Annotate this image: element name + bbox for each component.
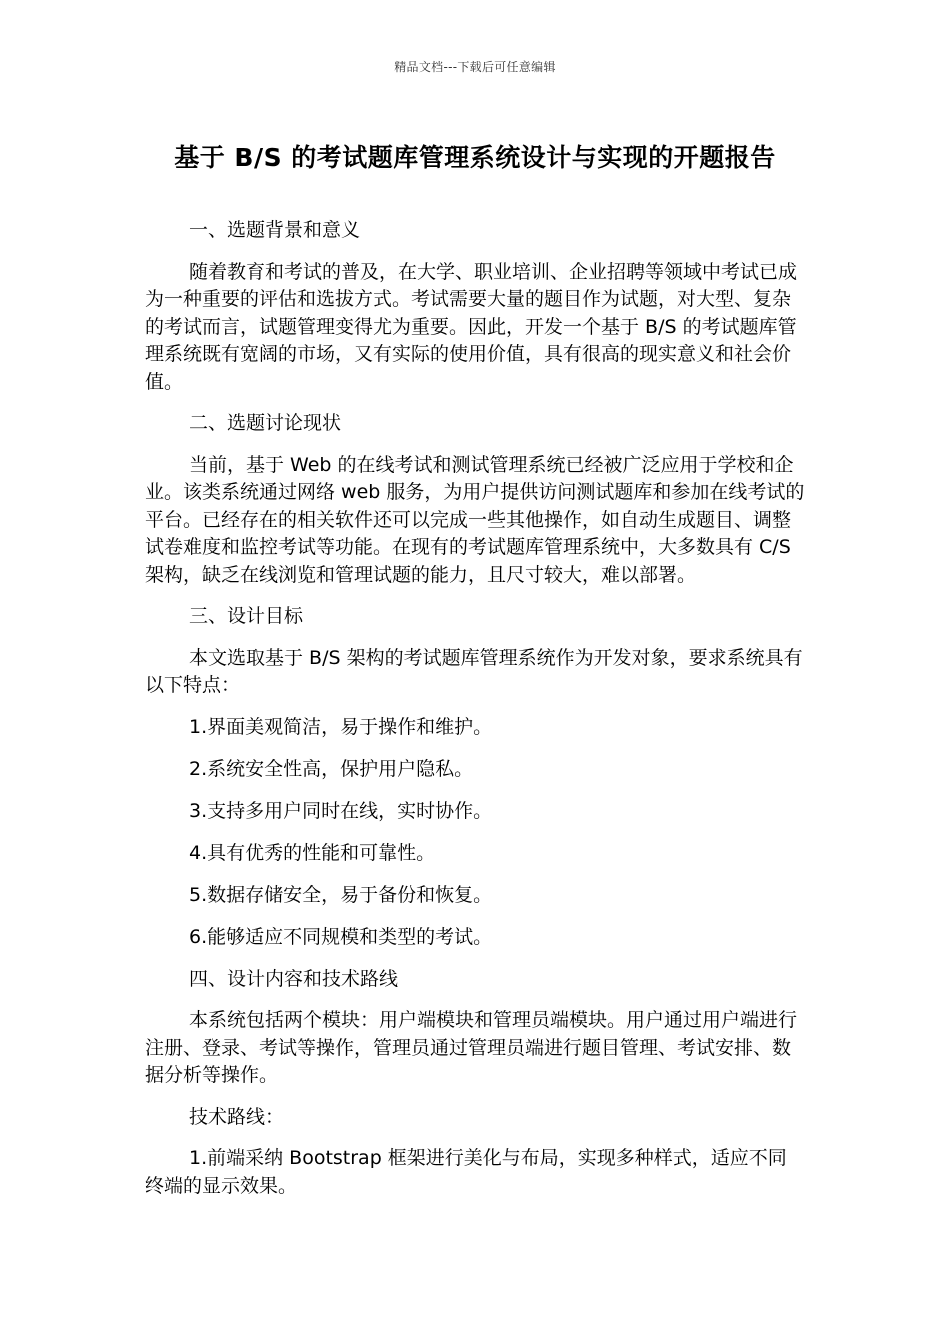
goal-item-4: 4.具有优秀的性能和可靠性。 bbox=[189, 841, 436, 864]
goal-item-3: 3.支持多用户同时在线，实时协作。 bbox=[189, 799, 493, 822]
goal-item-1: 1.界面美观简洁，易于操作和维护。 bbox=[189, 715, 493, 738]
paragraph-background: 随着教育和考试的普及，在大学、职业培训、企业招聘等领域中考试已成为一种重要的评估和选拔方式。考试需要大量的题目作为试题，对大型、复杂的考试而言，试题管理变得尤为重要。因此，开发一个基于 B/S 的考试题库管理系统既有宽阔的市场，又有实际的使用价值，具有很高的现实意义和社会价值。 bbox=[145, 260, 798, 393]
goal-item-6: 6.能够适应不同规模和类型的考试。 bbox=[189, 925, 493, 948]
header-note: 精品文档---下载后可任意编辑 bbox=[394, 60, 556, 74]
section-heading-background: 一、选题背景和意义 bbox=[189, 219, 361, 241]
goal-item-5: 5.数据存储安全，易于备份和恢复。 bbox=[189, 883, 493, 906]
section-heading-status: 二、选题讨论现状 bbox=[189, 412, 342, 434]
goal-item-2: 2.系统安全性高，保护用户隐私。 bbox=[189, 757, 474, 780]
tech-route-label: 技术路线： bbox=[189, 1105, 285, 1128]
section-heading-design: 四、设计内容和技术路线 bbox=[189, 967, 399, 990]
paragraph-design: 本系统包括两个模块：用户端模块和管理员端模块。用户通过用户端进行注册、登录、考试等操作，管理员通过管理员端进行题目管理、考试安排、数据分析等操作。 bbox=[145, 1009, 798, 1086]
paragraph-goals-intro: 本文选取基于 B/S 架构的考试题库管理系统作为开发对象，要求系统具有以下特点： bbox=[145, 646, 803, 696]
section-heading-goals: 三、设计目标 bbox=[189, 605, 304, 627]
document-body bbox=[145, 217, 805, 1214]
document-title: 基于 B/S 的考试题库管理系统设计与实现的开题报告 bbox=[174, 143, 776, 172]
tech-route-item-1: 1.前端采纳 Bootstrap 框架进行美化与布局，实现多种样式，适应不同终端的显示效果。 bbox=[145, 1147, 787, 1197]
paragraph-status: 当前，基于 Web 的在线考试和测试管理系统已经被广泛应用于学校和企业。该类系统通过网络 web 服务，为用户提供访问测试题库和参加在线考试的平台。已经存在的相关软件还可以完成一些其他操作，如自动生成题目、调整试卷难度和监控考试等功能。在现有的考试题库管理系统中，大多数具有 C/S 架构，缺乏在线浏览和管理试题的能力，且尺寸较大，难以部署。 bbox=[145, 453, 805, 586]
